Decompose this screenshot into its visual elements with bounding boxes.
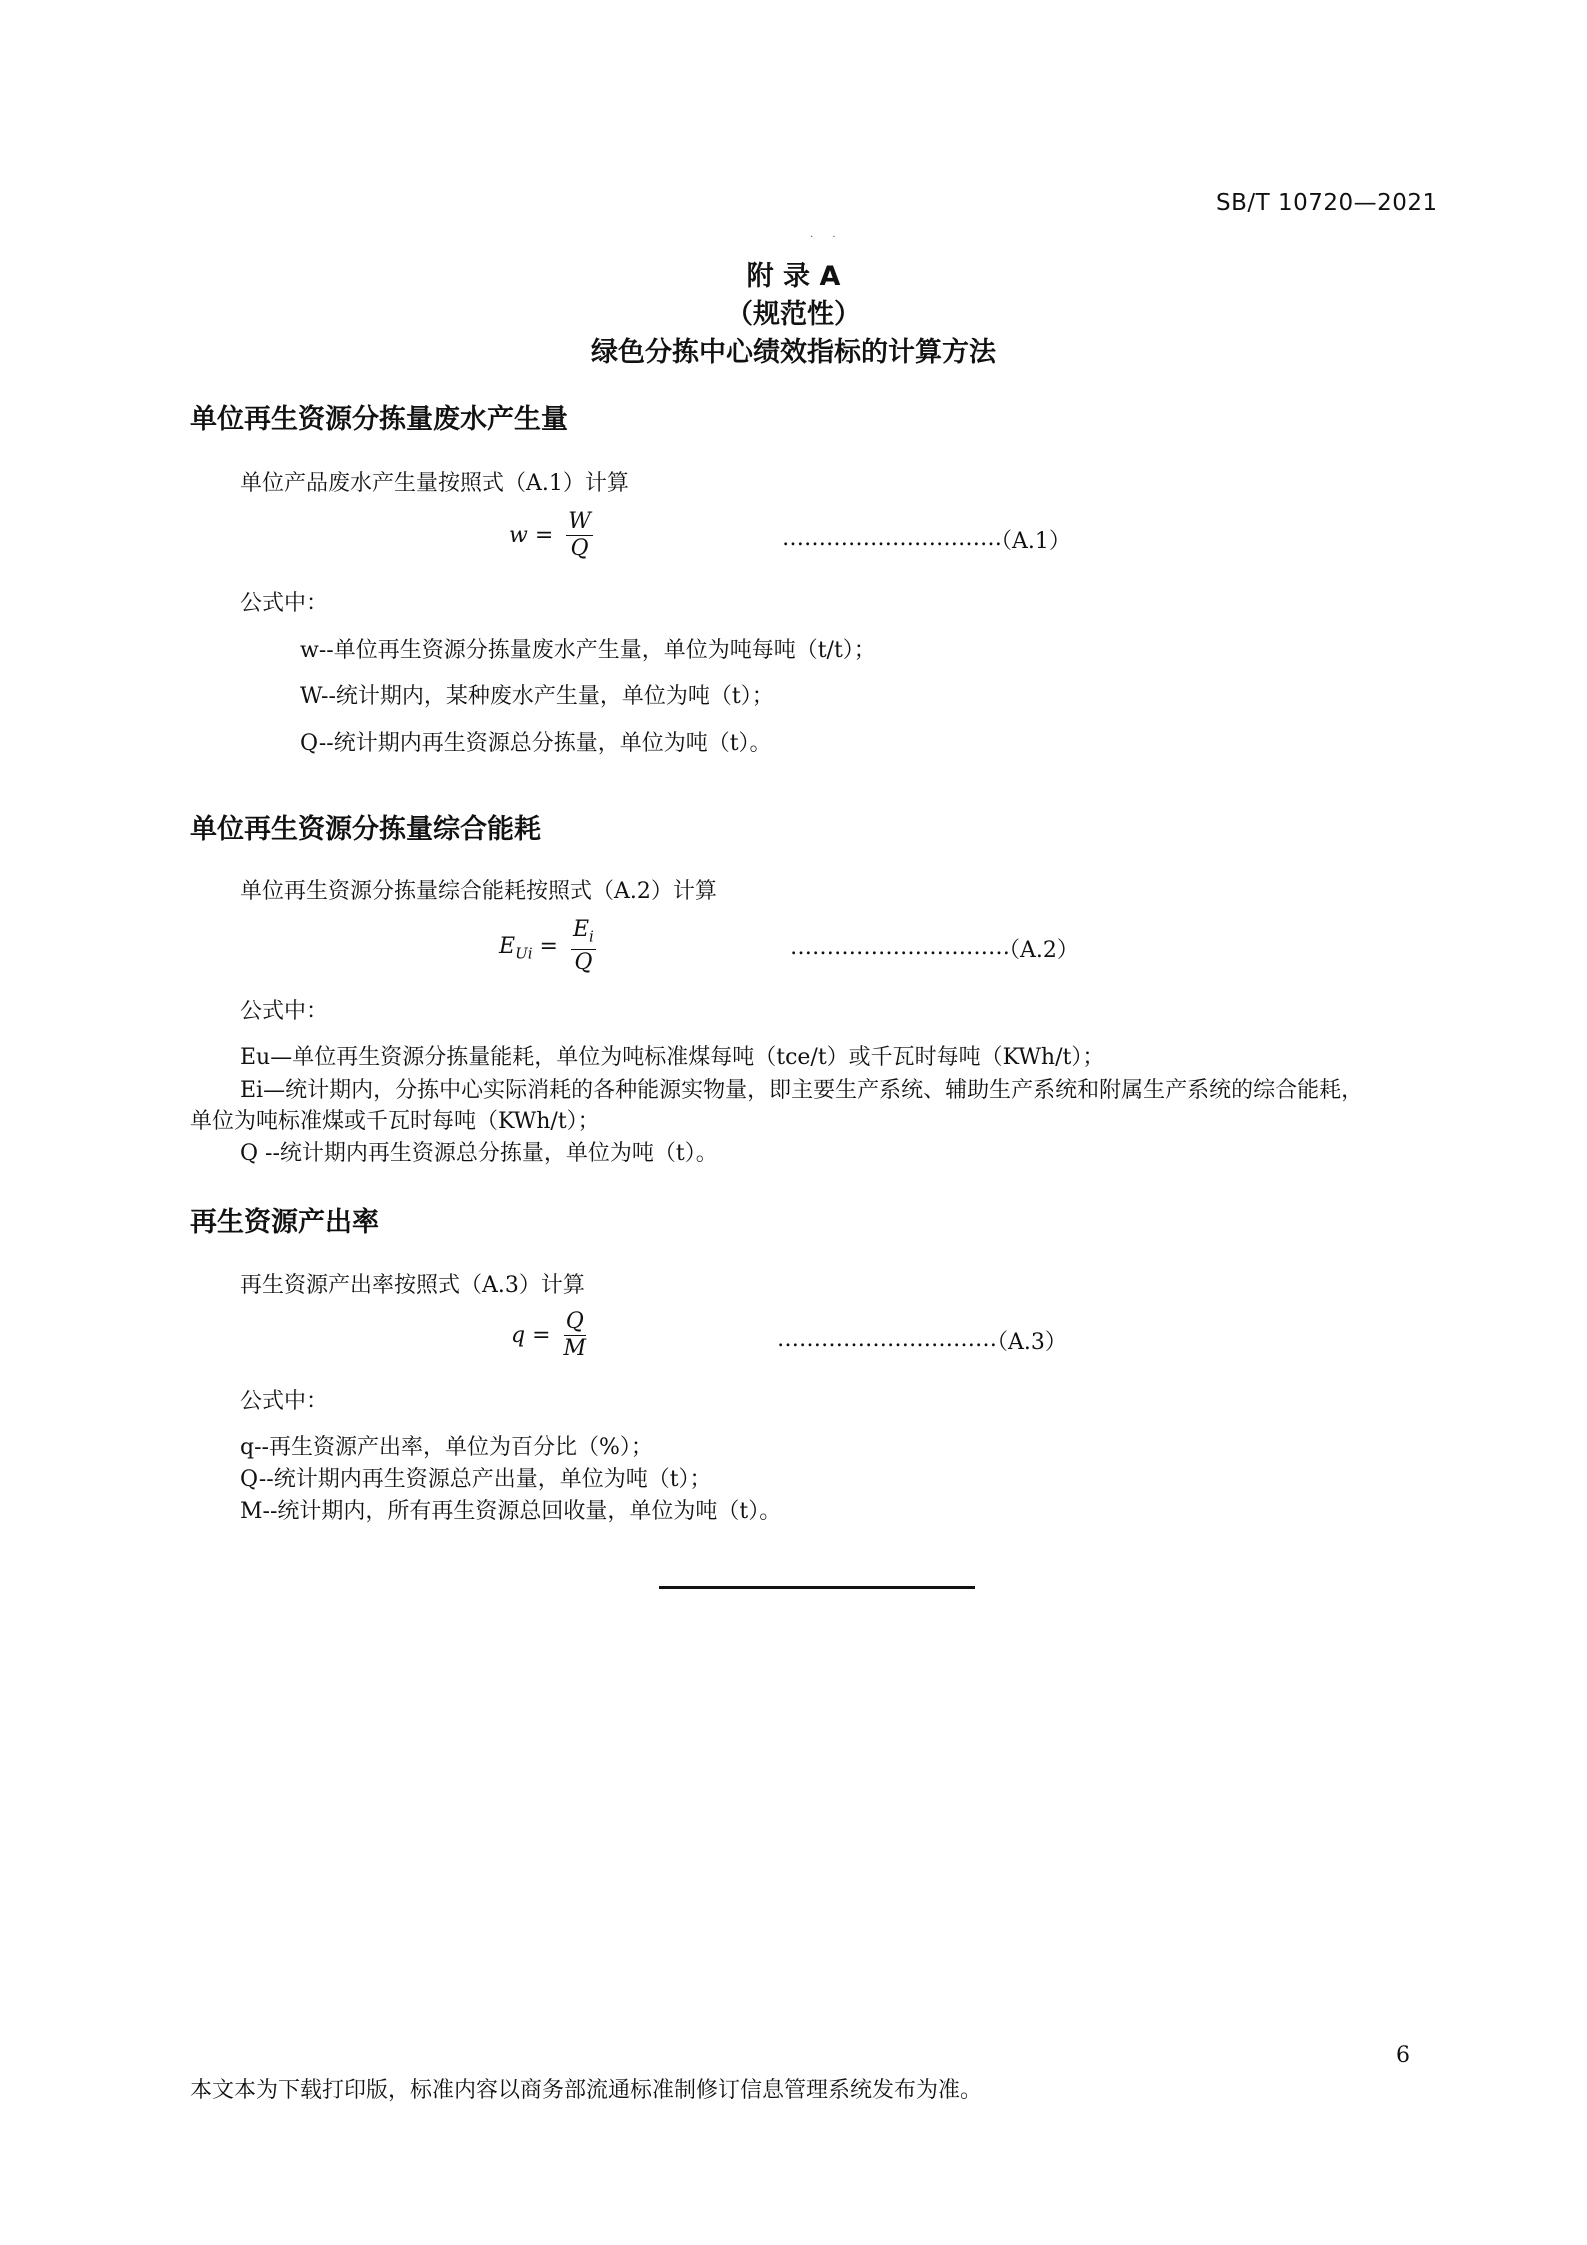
formula-lhs: $E_{Ui}$ = [499, 934, 558, 963]
definition-line: Eu—单位再生资源分拣量能耗，单位为吨标准煤每吨（tce/t）或千瓦时每吨（KWh/t）； [240, 1045, 1105, 1070]
fraction [564, 1310, 587, 1362]
formula-a3 [511, 1310, 586, 1362]
where-label: 公式中： [240, 591, 329, 616]
end-rule [659, 1586, 975, 1589]
section-heading-output-rate: 再生资源产出率 [190, 1207, 379, 1238]
section-intro: 再生资源产出率按照式（A.3）计算 [240, 1273, 585, 1298]
fraction-denominator: M [563, 1336, 587, 1361]
fraction-numerator: W [568, 509, 591, 534]
where-label: 公式中： [240, 999, 329, 1024]
formula-leader-dots: ………………………… [777, 1327, 997, 1352]
equation-number: （A.1） [990, 529, 1071, 554]
formula-leader-dots: ………………………… [782, 526, 1002, 551]
equation-number: （A.3） [986, 1330, 1067, 1355]
definition-line: W--统计期内，某种废水产生量，单位为吨（t）； [300, 684, 774, 709]
section-heading-wastewater: 单位再生资源分拣量废水产生量 [190, 404, 568, 435]
section-intro: 单位再生资源分拣量综合能耗按照式（A.2）计算 [240, 879, 717, 904]
definition-line: Q--统计期内再生资源总分拣量，单位为吨（t）。 [300, 731, 772, 756]
definition-line: w--单位再生资源分拣量废水产生量，单位为吨每吨（t/t）； [300, 638, 876, 663]
formula-leader-dots: ………………………… [790, 935, 1010, 960]
fraction-denominator: Q [570, 536, 589, 561]
fraction-denominator: Q [574, 950, 593, 976]
where-label: 公式中： [240, 1389, 329, 1414]
standard-code: SB/T 10720—2021 [1216, 190, 1438, 216]
footer-note: 本文本为下载打印版，标准内容以商务部流通标准制修订信息管理系统发布为准。 [190, 2078, 983, 2103]
definition-line: Q--统计期内再生资源总产出量，单位为吨（t）； [240, 1467, 712, 1492]
fraction-numerator: Q [565, 1309, 584, 1334]
definition-line: q--再生资源产出率，单位为百分比（%）； [240, 1435, 653, 1460]
page-number: 6 [1396, 2043, 1410, 2068]
definition-line: Ei—统计期内，分拣中心实际消耗的各种能源实物量，即主要生产系统、辅助生产系统和附属生产系统的综合能耗， [240, 1078, 1364, 1103]
equation-number: （A.2） [998, 938, 1079, 963]
definition-line: 单位为吨标准煤或千瓦时每吨（KWh/t）； [190, 1109, 600, 1134]
section-intro: 单位产品废水产生量按照式（A.1）计算 [240, 471, 629, 496]
formula-lhs: q = [511, 1323, 551, 1348]
section-heading-energy: 单位再生资源分拣量综合能耗 [190, 814, 541, 845]
annex-name: 绿色分拣中心绩效指标的计算方法 [591, 337, 996, 368]
header-marks: · · [810, 232, 844, 243]
definition-line: Q --统计期内再生资源总分拣量，单位为吨（t）。 [240, 1141, 718, 1166]
formula-a1 [509, 510, 593, 562]
annex-title: 附 录 A [746, 261, 841, 292]
fraction-numerator: $E_i$ [571, 918, 596, 950]
formula-a2 [499, 918, 596, 976]
formula-lhs: w = [509, 523, 554, 548]
annex-type: （规范性） [726, 299, 861, 330]
definition-line: M--统计期内，所有再生资源总回收量，单位为吨（t）。 [240, 1499, 782, 1524]
fraction [566, 510, 593, 562]
fraction [571, 918, 596, 976]
